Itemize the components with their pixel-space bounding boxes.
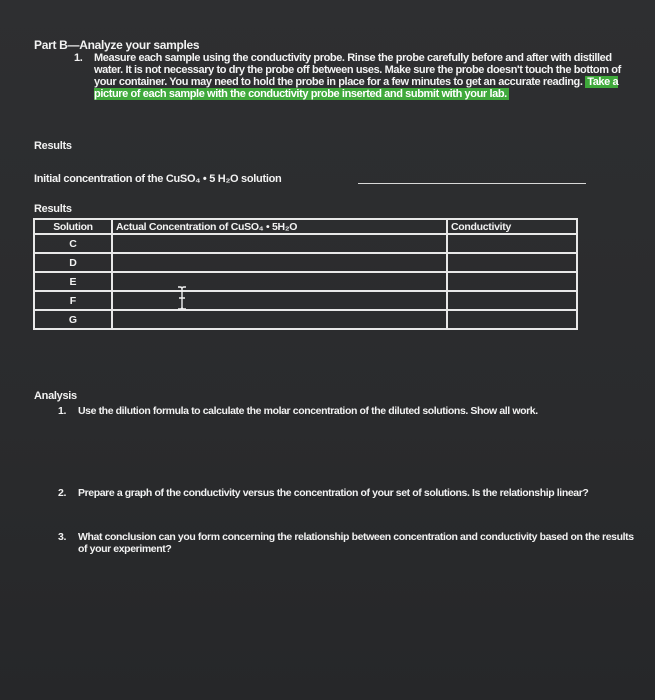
- header-solution: Solution: [34, 219, 112, 234]
- step-1-text: Measure each sample using the conductivity probe. Rinse the probe carefully before and after with distilled water. It is not necessary to dry the probe off between uses. Make sure the probe doesn't touch the bottom of your container. You may need to hold the probe in place for a few minutes to get an accurate reading.: [94, 52, 621, 88]
- results-table: [33, 218, 578, 330]
- table-row: [34, 272, 577, 291]
- results-table-heading: Results: [34, 203, 72, 215]
- conductivity-cell[interactable]: [447, 291, 577, 310]
- conductivity-cell[interactable]: [447, 234, 577, 253]
- concentration-cell[interactable]: [112, 272, 447, 291]
- question-number: 1.: [58, 405, 66, 417]
- analysis-question-1: [58, 405, 638, 417]
- solution-cell: C: [34, 234, 112, 253]
- table-row: [34, 253, 577, 272]
- part-title: Part B—Analyze your samples: [34, 38, 200, 52]
- header-actual-concentration: Actual Concentration of CuSO₄ • 5H₂O: [112, 219, 447, 234]
- text-cursor-icon: [176, 286, 188, 310]
- header-conductivity: Conductivity: [447, 219, 577, 234]
- solution-cell: G: [34, 310, 112, 329]
- analysis-question-3: [58, 531, 638, 555]
- table-row: [34, 234, 577, 253]
- concentration-cell[interactable]: [112, 253, 447, 272]
- question-number: 2.: [58, 487, 66, 499]
- analysis-question-2: [58, 487, 638, 499]
- table-row: [34, 291, 577, 310]
- initial-concentration-label: Initial concentration of the CuSO₄ • 5 H₂O solution: [34, 173, 282, 185]
- table-header-row: [34, 219, 577, 234]
- solution-cell: E: [34, 272, 112, 291]
- conductivity-cell[interactable]: [447, 310, 577, 329]
- conductivity-cell[interactable]: [447, 253, 577, 272]
- results-heading: Results: [34, 140, 72, 152]
- table-row: [34, 310, 577, 329]
- question-number: 3.: [58, 531, 66, 543]
- analysis-heading: Analysis: [34, 390, 77, 402]
- solution-cell: F: [34, 291, 112, 310]
- step-1-number: 1.: [74, 52, 83, 64]
- initial-concentration-answer-line[interactable]: [358, 183, 586, 184]
- step-1-text-block: [94, 52, 634, 100]
- step-1-highlight: Take a picture of each sample with the conductivity probe inserted and submit with your lab.: [94, 76, 619, 100]
- question-text: Prepare a graph of the conductivity versus the concentration of your set of solutions. Is the relationship linear?: [78, 487, 589, 499]
- conductivity-cell[interactable]: [447, 272, 577, 291]
- step-1: [74, 52, 634, 100]
- concentration-cell[interactable]: [112, 291, 447, 310]
- question-text: Use the dilution formula to calculate the molar concentration of the diluted solutions. Show all work.: [78, 405, 538, 417]
- concentration-cell[interactable]: [112, 234, 447, 253]
- concentration-cell[interactable]: [112, 310, 447, 329]
- question-text: What conclusion can you form concerning the relationship between concentration and conductivity based on the results of your experiment?: [78, 531, 634, 555]
- solution-cell: D: [34, 253, 112, 272]
